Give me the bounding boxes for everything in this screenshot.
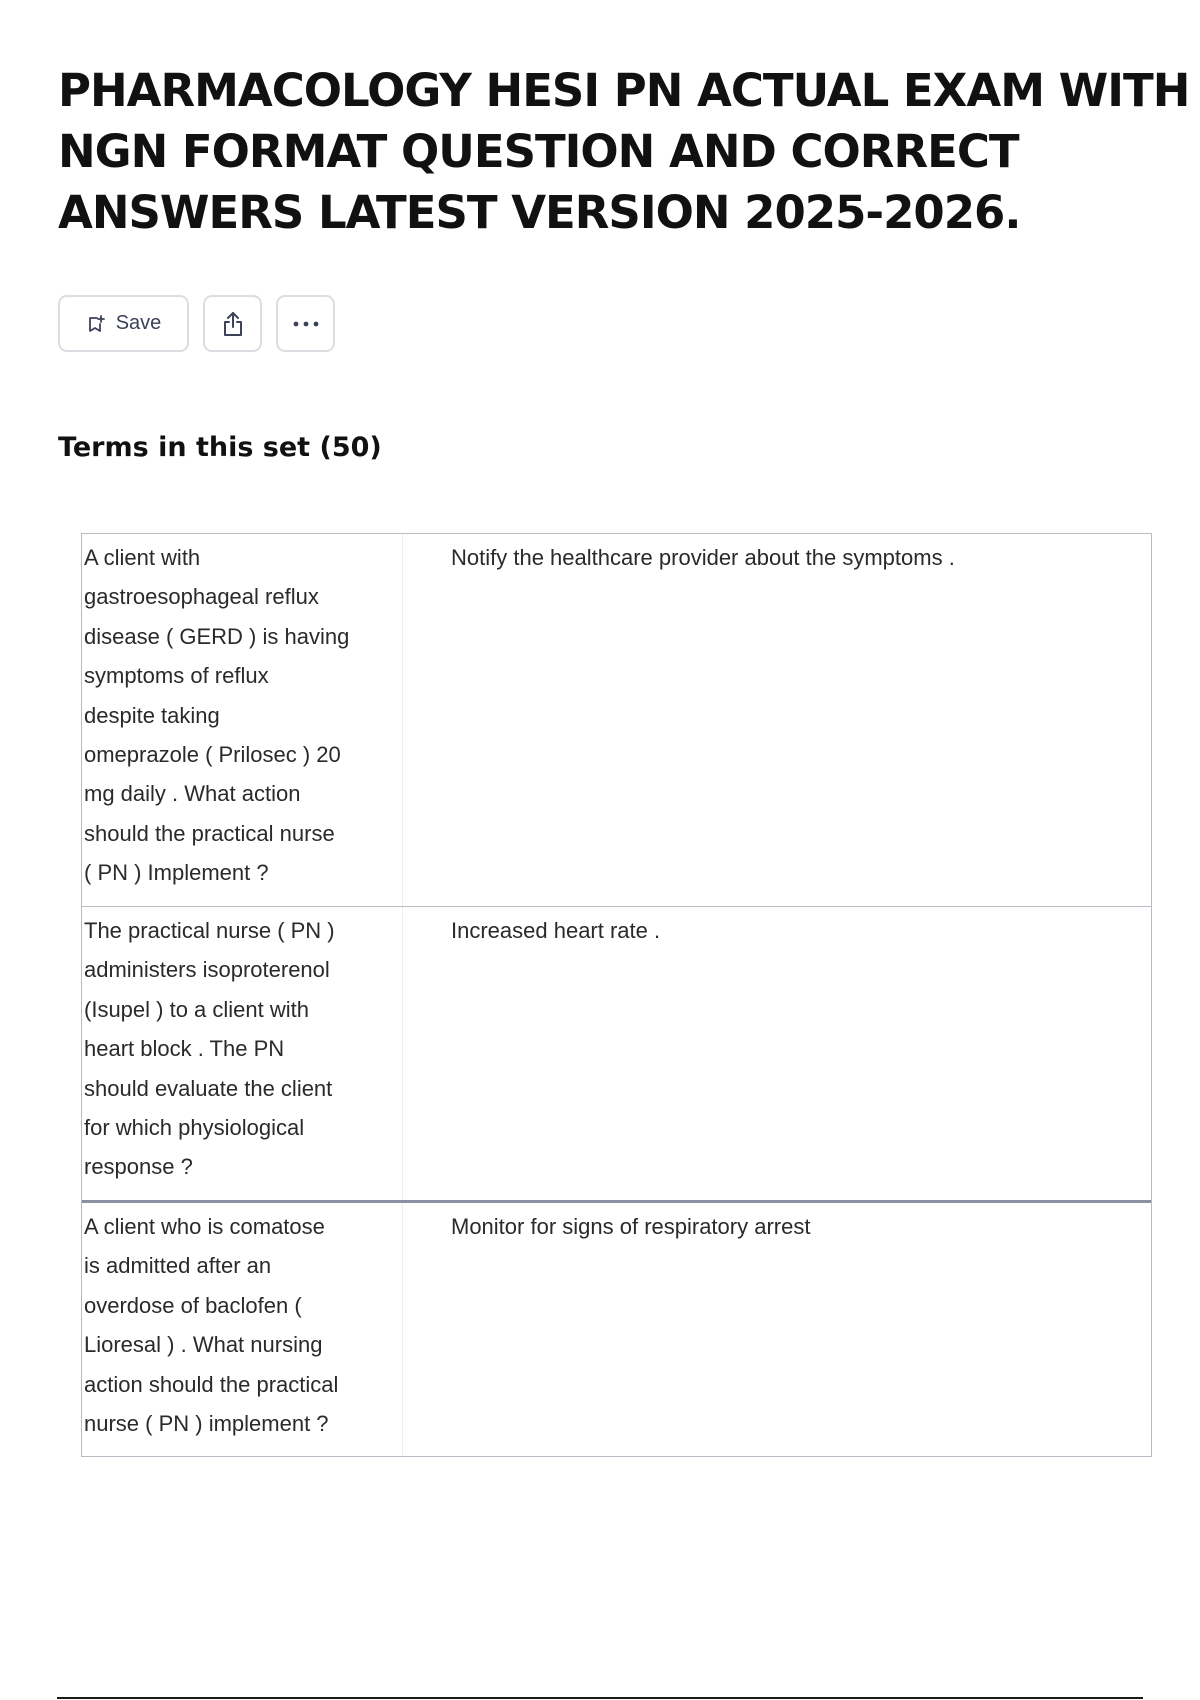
term-question bbox=[82, 534, 403, 906]
share-icon bbox=[220, 310, 246, 338]
term-row bbox=[82, 1203, 1151, 1456]
term-line: heart block . The PN bbox=[84, 1036, 285, 1062]
term-line: symptoms of reflux bbox=[84, 663, 269, 689]
term-line: for which physiological bbox=[84, 1115, 305, 1141]
term-line: nurse ( PN ) implement ? bbox=[84, 1411, 329, 1437]
term-line: is admitted after an bbox=[84, 1253, 272, 1279]
term-line: omeprazole ( Prilosec ) 20 bbox=[84, 742, 341, 768]
term-row bbox=[82, 907, 1151, 1203]
term-answer: Notify the healthcare provider about the symptoms . bbox=[451, 545, 955, 570]
term-line: action should the practical bbox=[84, 1371, 339, 1397]
term-line: (Isupel ) to a client with bbox=[84, 996, 309, 1022]
save-button-label: Save bbox=[115, 312, 162, 334]
share-button[interactable] bbox=[203, 295, 262, 352]
term-line: mg daily . What action bbox=[84, 781, 301, 807]
more-options-button[interactable] bbox=[276, 295, 335, 352]
term-line: should evaluate the client bbox=[84, 1075, 333, 1101]
term-line: gastroesophageal reflux bbox=[84, 584, 319, 610]
footer-divider bbox=[57, 1697, 1143, 1699]
term-answer: Monitor for signs of respiratory arrest bbox=[451, 1214, 811, 1239]
term-answer: Increased heart rate . bbox=[451, 918, 661, 943]
term-line: Lioresal ) . What nursing bbox=[84, 1332, 323, 1358]
term-line: The practical nurse ( PN ) bbox=[84, 918, 335, 943]
term-line: A client who is comatose bbox=[84, 1214, 325, 1239]
terms-table bbox=[81, 533, 1152, 1457]
term-line: overdose of baclofen ( bbox=[84, 1292, 302, 1318]
page-title-line: ANSWERS LATEST VERSION 2025-2026. bbox=[58, 186, 1021, 239]
term-row bbox=[82, 534, 1151, 907]
page-title-line: PHARMACOLOGY HESI PN ACTUAL EXAM WITH bbox=[58, 64, 1190, 117]
more-horizontal-icon bbox=[292, 320, 320, 328]
term-question bbox=[82, 1203, 403, 1456]
page-title bbox=[58, 60, 1190, 243]
save-button[interactable] bbox=[58, 295, 189, 352]
term-line: A client with bbox=[84, 545, 201, 570]
term-line: despite taking bbox=[84, 702, 220, 728]
term-question bbox=[82, 907, 403, 1200]
term-line: should the practical nurse bbox=[84, 820, 335, 846]
term-line: disease ( GERD ) is having bbox=[84, 623, 350, 649]
term-line: administers isoproterenol bbox=[84, 957, 330, 983]
bookmark-add-icon bbox=[86, 314, 106, 334]
term-line: response ? bbox=[84, 1154, 193, 1180]
action-toolbar bbox=[58, 295, 335, 354]
page-title-line: NGN FORMAT QUESTION AND CORRECT bbox=[58, 125, 1019, 178]
term-line: ( PN ) Implement ? bbox=[84, 860, 269, 886]
terms-section-title: Terms in this set (50) bbox=[58, 432, 382, 463]
